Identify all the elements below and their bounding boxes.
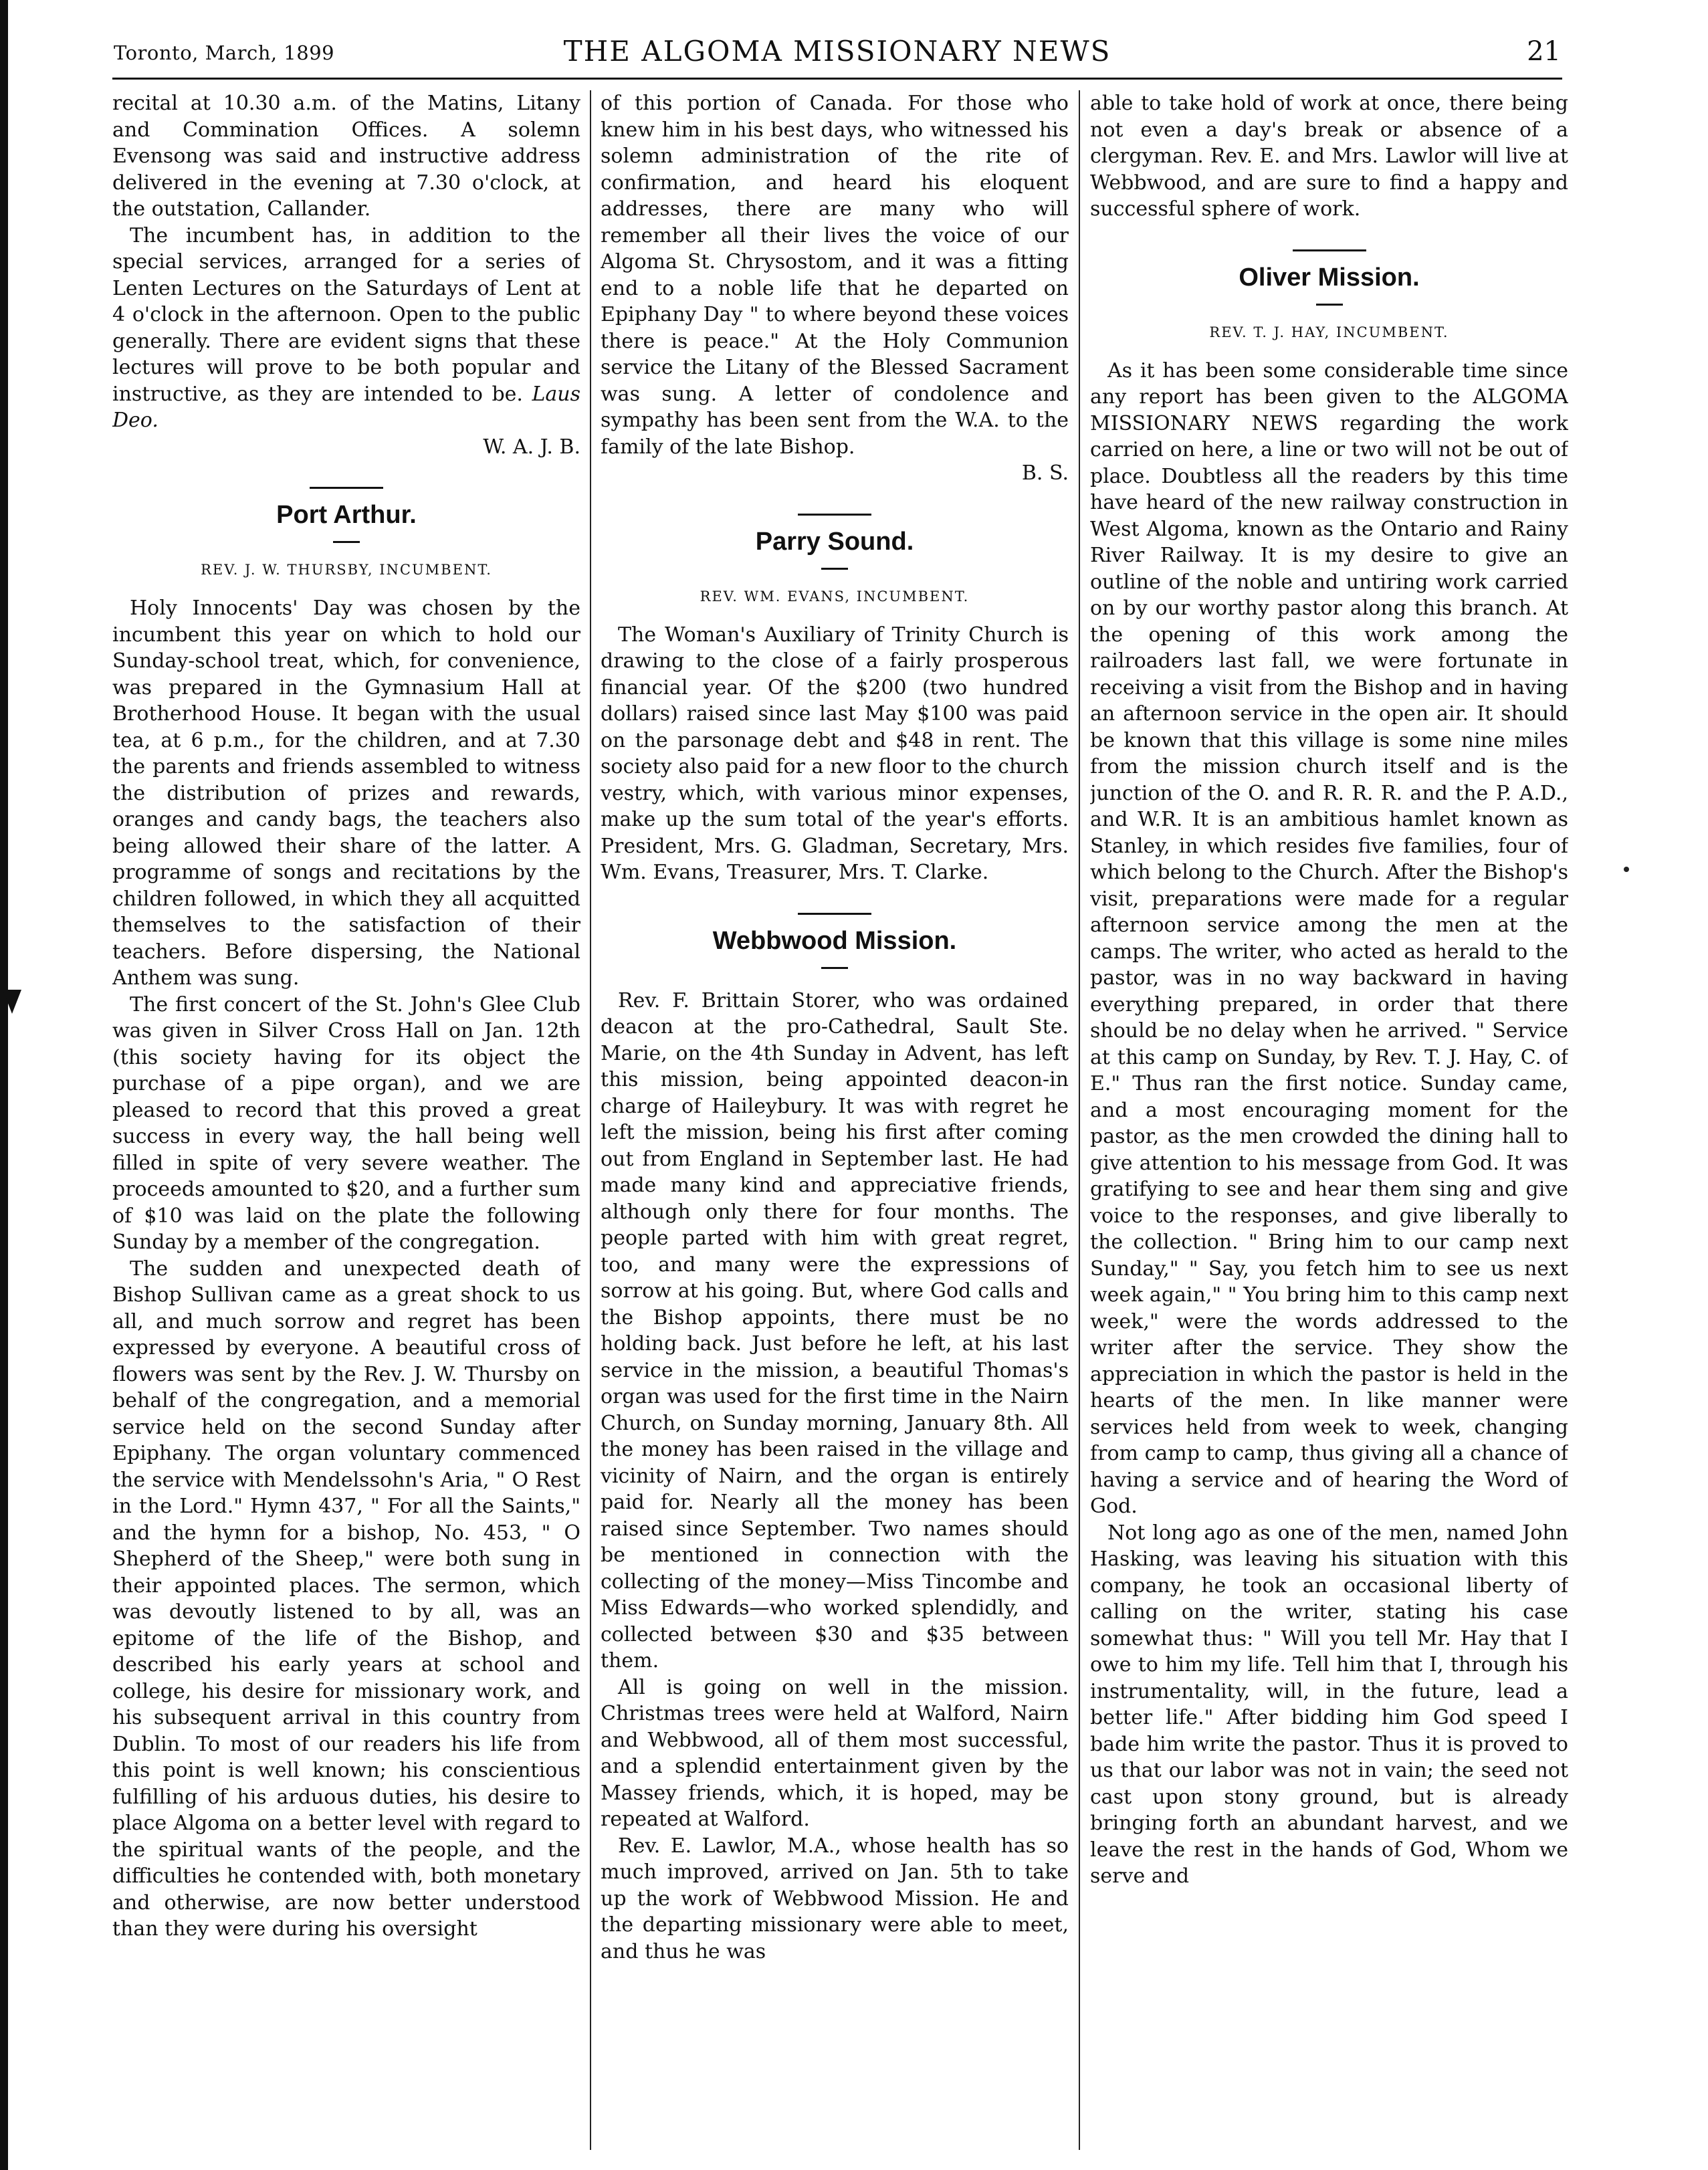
- paragraph: recital at 10.30 a.m. of the Matins, Litany and Commination Offices. A solemn Evensong was said and instructive address delivered in the evening at 7.30 o'clock, at the outstation, Callander.: [112, 92, 580, 221]
- column-divider-2: [1079, 90, 1080, 2150]
- section-heading: Port Arthur.: [276, 501, 417, 529]
- paragraph: able to take hold of work at once, there being not even a day's break or absence of a clergyman. Rev. E. and Mrs. Lawlor will live at Webbwood, and are sure to find a happy and successful sphere of work.: [1090, 92, 1568, 221]
- page-number: 21: [1527, 36, 1561, 67]
- paragraph: All is going on well in the mission. Christmas trees were held at Walford, Nairn and Webbwood, all of them most successful, and a splendid entertainment given by the Massey friends, which, it is hoped, may be repeated at Walford.: [601, 1675, 1069, 1831]
- header-rule: [112, 78, 1562, 80]
- paragraph: The first concert of the St. John's Glee Club was given in Silver Cross Hall on Jan. 12th (this society having for its object the purchase of a pipe organ), and we are pleased to record that this proved a great success in every way, the hall being well filled in spite of very severe weather. The proceeds amounted to $20, and a further sum of $10 was laid on the plate the following Sunday by a member of the congregation.: [112, 992, 580, 1254]
- section-separator: [798, 514, 871, 516]
- section-subheading: REV. WM. EVANS, INCUMBENT.: [700, 588, 970, 605]
- section-subheading: REV. J. W. THURSBY, INCUMBENT.: [201, 562, 492, 578]
- heading-dash: [1316, 304, 1343, 306]
- signature: W. A. J. B.: [483, 435, 580, 459]
- paragraph: The incumbent has, in addition to the special services, arranged for a series of Lenten Lectures on the Saturdays of Lent at 4 o'clock in the afternoon. Open to the public generally. There are evident signs that these lectures will prove to be both popular and instructive, as they are intended to be. Laus Deo.: [112, 223, 580, 432]
- heading-dash: [821, 967, 848, 969]
- section-heading: Webbwood Mission.: [712, 926, 957, 955]
- paragraph: Not long ago as one of the men, named John Hasking, was leaving his situation with this company, he took an occasional liberty of calling on the writer, stating his case somewhat thus: " Will you tell Mr. Hay that I owe to him my life. Tell him that I, through his instrumentality, will, in the future, lead a better life." After bidding him God speed I bade him write the pastor. Thus it is proved to us that our labor was not in vain; the seed not cast upon stony ground, but is already bringing forth an abundant harvest, and we leave the rest in the hands of God, Whom we serve and: [1090, 1521, 1568, 1888]
- column-3: [1090, 90, 1568, 2150]
- paragraph: As it has been some considerable time since any report has been given to the ALGOMA MISSIONARY NEWS regarding the work carried on here, a line or two will not be out of place. Doubtless all the readers by this time have heard of the new railway construction in West Algoma, known as the Ontario and Rainy River Railway. It is my desire to give an outline of the noble and untiring work carried on by our worthy pastor along this branch. At the opening of this work among the railroaders last fall, we were fortunate in receiving a visit from the Bishop and in having an afternoon service in the open air. It should be known that this village is some nine miles from the mission church itself and is the junction of the O. and R. R. R. and the P. A.D., and W.R. It is an ambitious hamlet known as Stanley, in which resides five families, four of which belong to the Church. After the Bishop's visit, preparations were made for a regular afternoon service among the men at the camps. The writer, who acted as herald to the pastor, was in no way backward in having everything prepared, in order that there should be no delay when he arrived. " Service at this camp on Sunday, by Rev. T. J. Hay, C. of E." Thus ran the first notice. Sunday came, and a most encouraging moment for the pastor, as the men crowded the dining hall to give attention to his message from God. It was gratifying to see and hear them sing and give voice to the responses, and give liberally to the collection. " Bring him to our camp next Sunday," " Say, you fetch him to see us next week again," " You bring him to this camp next week," were the words addressed to the writer after the service. They show the appreciation in which the pastor is held in the hearts of the men. In like manner were services held from week to week, changing from camp to camp, thus giving all a chance of having a service and of hearing the Word of God.: [1090, 358, 1568, 1518]
- masthead-title: THE ALGOMA MISSIONARY NEWS: [563, 35, 1111, 68]
- ink-speck: [1624, 867, 1629, 872]
- section-separator: [1293, 249, 1366, 251]
- latin-phrase: Laus Deo.: [112, 382, 580, 432]
- paragraph: The Woman's Auxiliary of Trinity Church is drawing to the close of a fairly prosperous financial year. Of the $200 (two hundred dollars) raised since last May $100 was paid on the parsonage debt and $48 in rent. The society also paid for a new floor to the church vestry, which, with various minor expenses, make up the sum total of the year's efforts. President, Mrs. G. Gladman, Secretary, Mrs. Wm. Evans, Treasurer, Mrs. T. Clarke.: [601, 623, 1069, 884]
- paragraph: The sudden and unexpected death of Bishop Sullivan came as a great shock to us all, and much sorrow and regret has been expressed by everyone. A beautiful cross of flowers was sent by the Rev. J. W. Thursby on behalf of the congregation, and a memorial service held on the second Sunday after Epiphany. The organ voluntary commenced the service with Mendelssohn's Aria, " O Rest in the Lord." Hymn 437, " For all the Saints," and the hymn for a bishop, No. 453, " O Shepherd of the Sheep," were both sung in their appointed places. The sermon, which was devoutly listened to by all, was an epitome of the life of the Bishop, and described his early years at school and college, his desire for missionary work, and his subsequent arrival in this country from Dublin. To most of our readers his life from this point is well known; his conscientious fulfilling of his arduous duties, his desire to place Algoma on a better level with regard to the spiritual wants of the people, and the difficulties he contended with, both monetary and otherwise, are now better understood than they were during his oversight: [112, 1257, 580, 1941]
- column-1: [112, 90, 580, 2150]
- column-divider-1: [590, 90, 591, 2150]
- paragraph: Holy Innocents' Day was chosen by the incumbent this year on which to hold our Sunday-school treat, which, for convenience, was prepared in the Gymnasium Hall at Brotherhood House. It began with the usual tea, at 6 p.m., for the children, and at 7.30 the parents and friends assembled to witness the distribution of prizes and rewards, oranges and candy bags, the teachers also being allowed their share of the latter. A programme of songs and recitations by the children followed, in which they all acquitted themselves to the satisfaction of their teachers. Before dispersing, the National Anthem was sung.: [112, 596, 580, 990]
- section-heading: Parry Sound.: [755, 527, 914, 556]
- heading-dash: [333, 541, 360, 543]
- section-separator: [310, 487, 383, 489]
- header-place-date: Toronto, March, 1899: [114, 41, 335, 64]
- column-2: [601, 90, 1069, 2150]
- paragraph: Rev. E. Lawlor, M.A., whose health has so much improved, arrived on Jan. 5th to take up the work of Webbwood Mission. He and the departing missionary were able to meet, and thus he was: [601, 1834, 1069, 1963]
- page-header: [114, 35, 1561, 75]
- paragraph: of this portion of Canada. For those who knew him in his best days, who witnessed his solemn administration of the rite of confirmation, and heard his eloquent addresses, there are many who will remember all their lives the voice of our Algoma St. Chrysostom, and it was a fitting end to a noble life that he departed on Epiphany Day " to where beyond these voices there is peace." At the Holy Communion service the Litany of the Blessed Sacrament was sung. A letter of condolence and sympathy has been sent from the W.A. to the family of the late Bishop.: [601, 92, 1069, 459]
- binding-marker: [3, 990, 21, 1014]
- heading-dash: [821, 568, 848, 570]
- binding-edge: [0, 0, 8, 2170]
- paragraph: Rev. F. Brittain Storer, who was ordained deacon at the pro-Cathedral, Sault Ste. Marie, on the 4th Sunday in Advent, has left this mission, being appointed deacon-in charge of Haileybury. It was with regret he left the mission, being his first after coming out from England in September last. He had made many kind and appreciative friends, although only there for four months. The people parted with him with great regret, too, and many were the expressions of sorrow at his going. But, where God calls and the Bishop appoints, there must be no holding back. Just before he left, at his last service in the mission, a beautiful Thomas's organ was used for the first time in the Nairn Church, on Sunday morning, January 8th. All the money has been raised in the village and vicinity of Nairn, and the organ is entirely paid for. Nearly all the money has been raised since September. Two names should be mentioned in connection with the collecting of the money—Miss Tincombe and Miss Edwards—who worked splendidly, and collected between $30 and $35 between them.: [601, 988, 1069, 1672]
- section-separator: [798, 913, 871, 915]
- signature: B. S.: [1021, 461, 1069, 485]
- section-subheading: REV. T. J. HAY, INCUMBENT.: [1209, 324, 1449, 340]
- section-heading: Oliver Mission.: [1239, 263, 1420, 292]
